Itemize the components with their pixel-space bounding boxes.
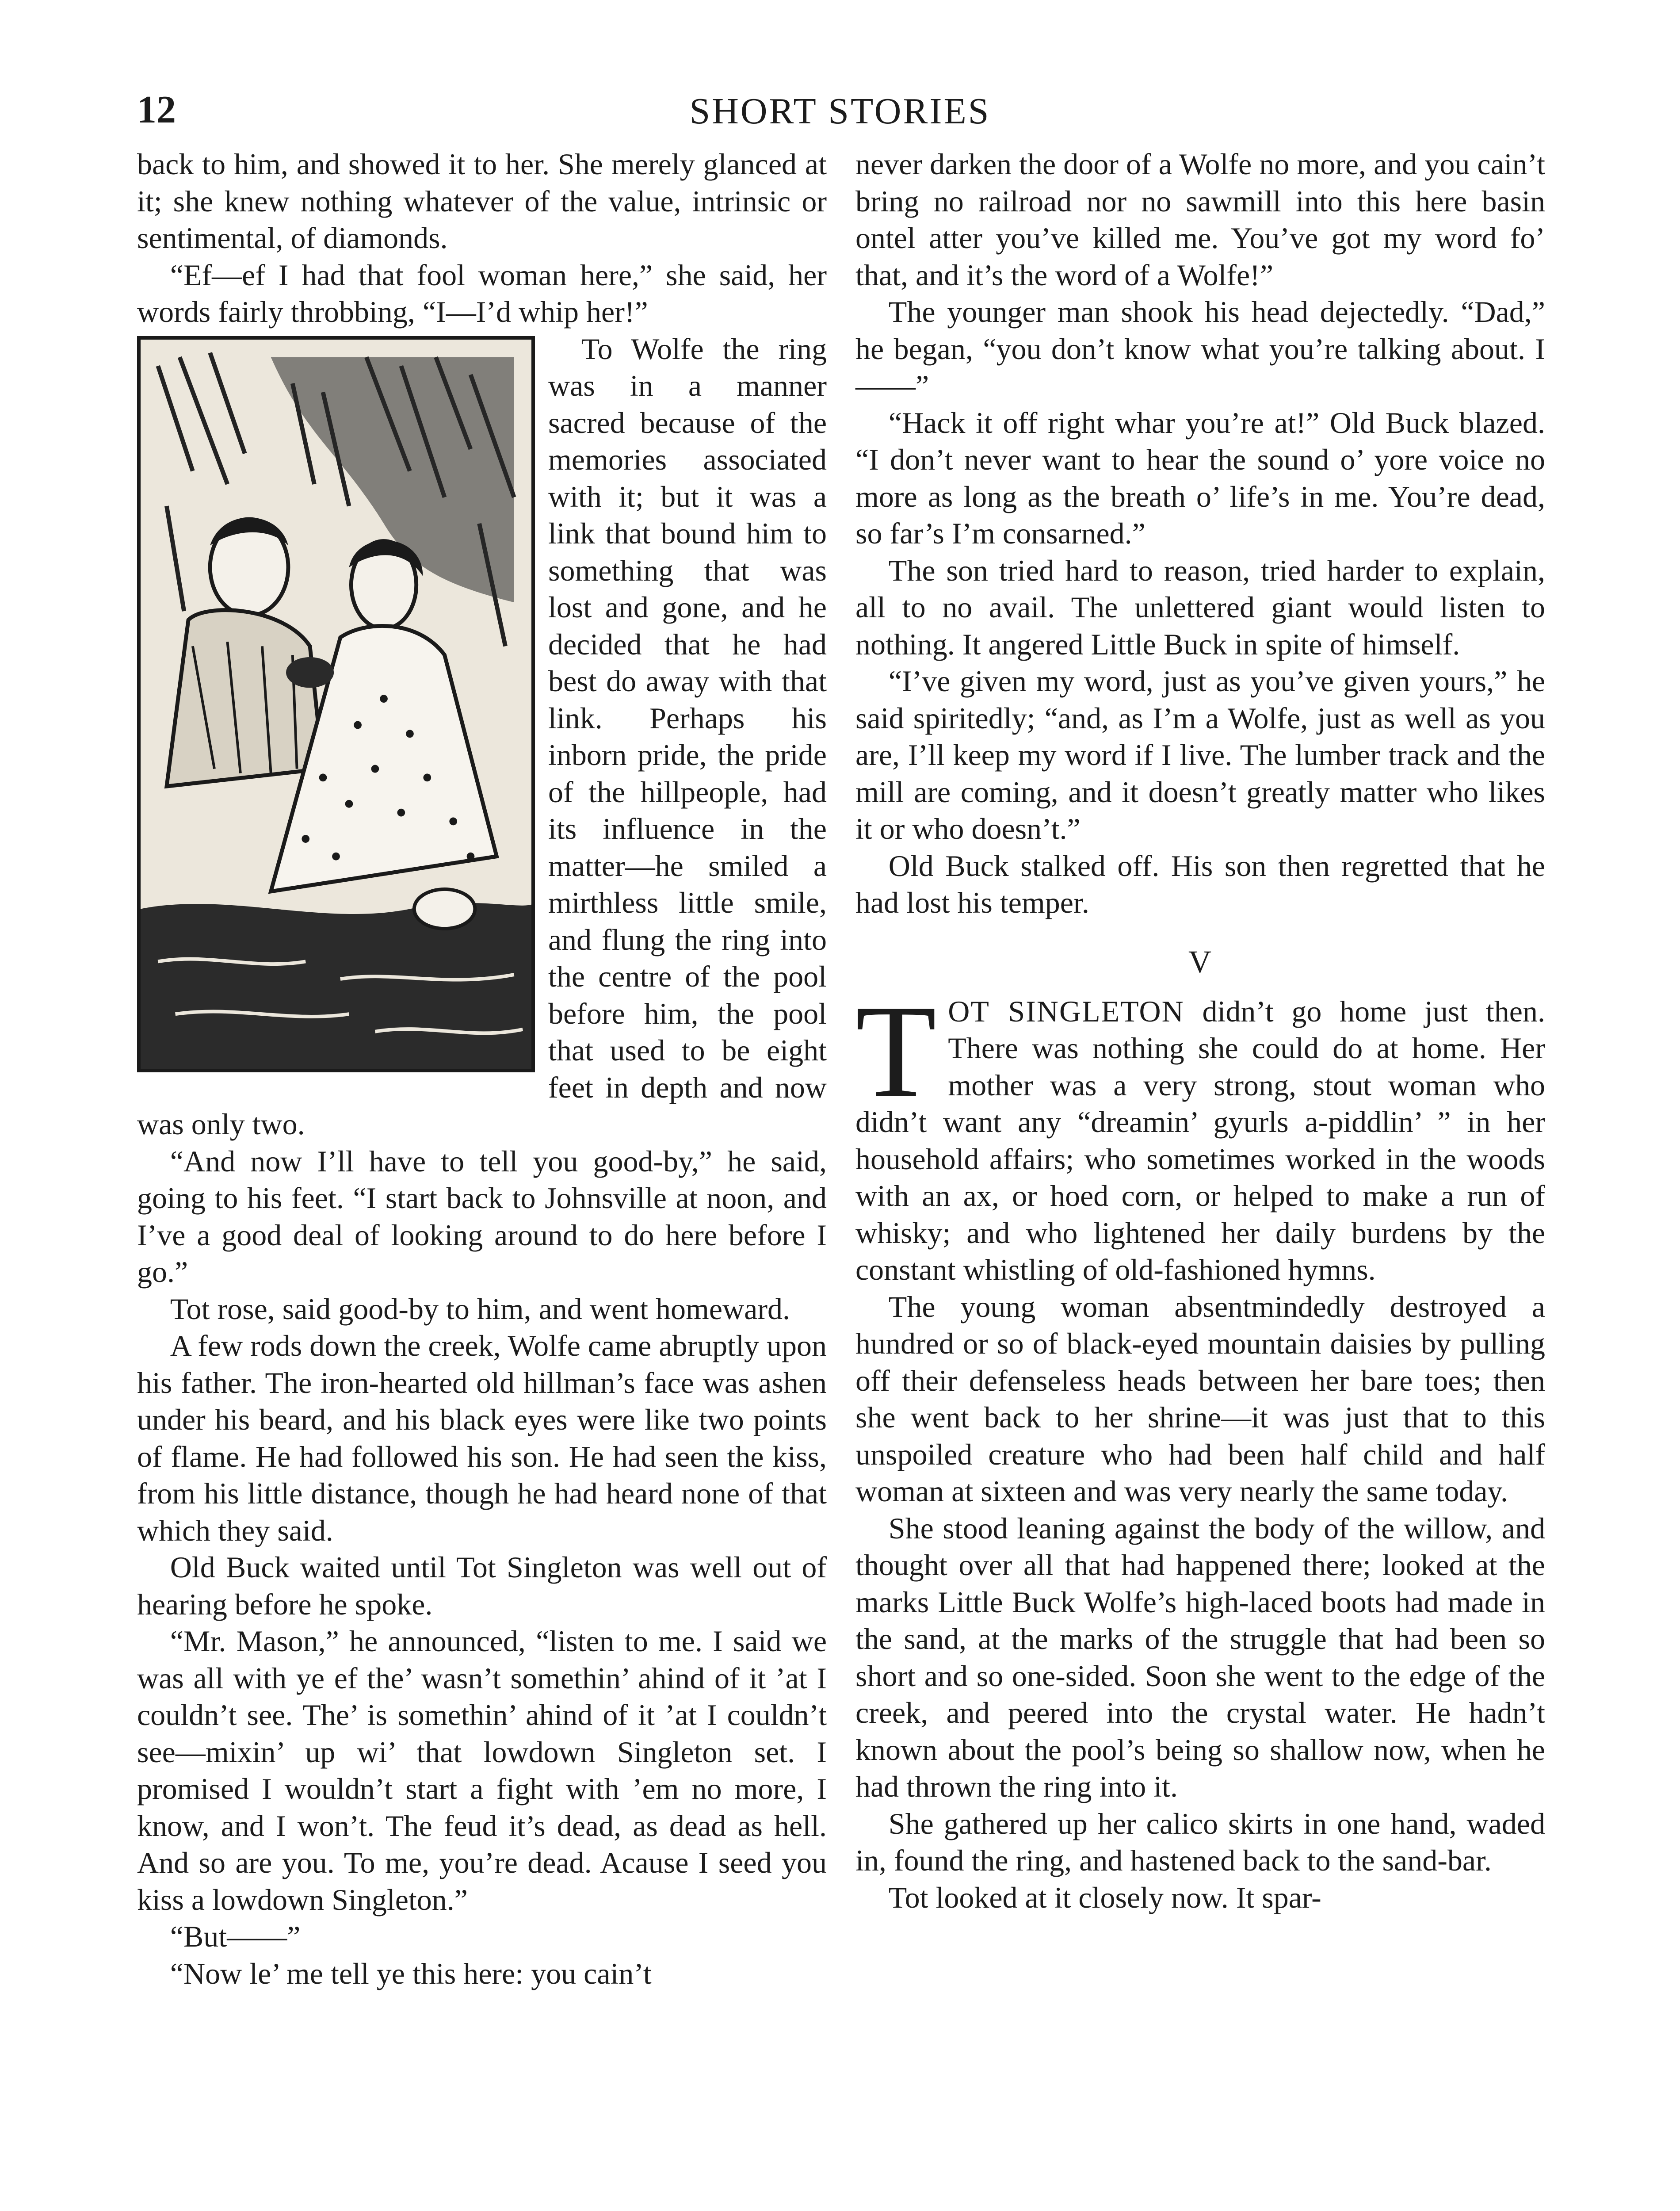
- paragraph: To Wolfe the ring was in a manner sacred because of the memories associated with it; but it was a link that bound him to something that was lost and gone, and he decided that he had best do away with that link. Perhaps his inborn pride, the pride of the hillpeople, had its influence in the matter—he smiled a mirthless little smile, and flung the ring into the centre of the pool before him, the pool that used to be eight feet in depth and now was only two.: [137, 332, 827, 1141]
- paragraph: Old Buck stalked off. His son then regretted that he had lost his temper.: [855, 849, 1545, 919]
- drop-cap: T: [855, 977, 937, 1125]
- paragraph: “Mr. Mason,” he announced, “listen to me. I said we was all with ye ef the’ wasn’t somethin’ ahind of it ’at I couldn’t see. The’ is somethin’ ahind of it ’at I couldn’t see—mixin’ up wi’ that lowdown Singleton set. I promised I wouldn’t start a fight with ’em no more, I know, and I won’t. The feud it’s dead, as dead as hell. And so are you. To me, you’re dead. Acause I seed you kiss a lowdown Singleton.”: [137, 1624, 827, 1916]
- paragraph: “And now I’ll have to tell you good-by,” he said, going to his feet. “I start back to Johnsville at noon, and I’ve a good deal of looking around to do here before I go.”: [137, 1144, 827, 1289]
- left-column: [137, 146, 827, 1992]
- paragraph-text: didn’t go home just then. There was nothing she could do at home. Her mother was a very strong, stout woman who didn’t want any “dreamin’ gyurls a-piddlin’ ” in her household affairs; who sometimes worked in the woods with an ax, or hoed corn, or helped to make a run of whisky; and who lightened her daily burdens by the constant whistling of old-fashioned hymns.: [855, 994, 1545, 1286]
- right-column: [855, 146, 1545, 1916]
- paragraph: She gathered up her calico skirts in one hand, waded in, found the ring, and hastened back to the sand-bar.: [855, 1806, 1545, 1877]
- paragraph: “Now le’ me tell ye this here: you cain’t: [170, 1956, 652, 1990]
- paragraph: The son tried hard to reason, tried harder to explain, all to no avail. The unlettered giant would listen to nothing. It angered Little Buck in spite of himself.: [855, 553, 1545, 661]
- paragraph: back to him, and showed it to her. She merely glanced at it; she knew nothing whatever of the value, intrinsic or sentimental, of diamonds.: [137, 147, 827, 255]
- paragraph: “I’ve given my word, just as you’ve given yours,” he said spiritedly; “and, as I’m a Wolfe, just as well as you are, I’ll keep my word if I live. The lumber track and the mill are coming, and it doesn’t greatly matter who likes it or who doesn’t.”: [855, 664, 1545, 845]
- illustration-couple-by-creek-icon: [137, 336, 535, 1072]
- running-title: SHORT STORIES: [689, 91, 991, 132]
- paragraph: “Ef—ef I had that fool woman here,” she said, her words fairly throbbing, “I—I’d whip her!”: [137, 258, 827, 329]
- paragraph: Tot looked at it closely now. It spar-: [888, 1880, 1321, 1914]
- paragraph: Old Buck waited until Tot Singleton was well out of hearing before he spoke.: [137, 1550, 827, 1621]
- section-number: V: [1188, 944, 1212, 979]
- paragraph: [855, 977, 1545, 1289]
- page-number: 12: [137, 88, 176, 131]
- paragraph: “Hack it off right whar you’re at!” Old Buck blazed. “I don’t never want to hear the sound o’ yore voice no more as long as the breath o’ life’s in me. You’re dead, so far’s I’m consarned.”: [855, 405, 1545, 550]
- paragraph: Tot rose, said good-by to him, and went homeward.: [170, 1292, 790, 1326]
- paragraph: She stood leaning against the body of the willow, and thought over all that had happened there; looked at the marks Little Buck Wolfe’s high-laced boots had made in the sand, at the marks of the struggle that had been so short and so one-sided. Soon she went to the edge of the creek, and peered into the crystal water. He hadn’t known about the pool’s being so shallow now, when he had thrown the ring into it.: [855, 1511, 1545, 1803]
- paragraph: The younger man shook his head dejectedly. “Dad,” he began, “you don’t know what you’re talking about. I——”: [855, 295, 1545, 402]
- paragraph: “But——”: [170, 1920, 301, 1953]
- paragraph: never darken the door of a Wolfe no more, and you cain’t bring no railroad nor no sawmill into this here basin ontel atter you’ve killed me. You’ve got my word fo’ that, and it’s the word of a Wolfe!”: [855, 147, 1545, 292]
- paragraph: The young woman absentmindedly destroyed a hundred or so of black-eyed mountain daisies by pulling off their defenseless heads between her bare toes; then she went back to her shrine—it was just that to this unspoiled creature who had been half child and half woman at sixteen and was very nearly the same today.: [855, 1289, 1545, 1508]
- paragraph: A few rods down the creek, Wolfe came abruptly upon his father. The iron-hearted old hillman’s face was ashen under his beard, and his black eyes were like two points of flame. He had followed his son. He had seen the kiss, from his little distance, though he had heard none of that which they said.: [137, 1329, 827, 1547]
- lead-in: OT SINGLETON: [948, 994, 1184, 1028]
